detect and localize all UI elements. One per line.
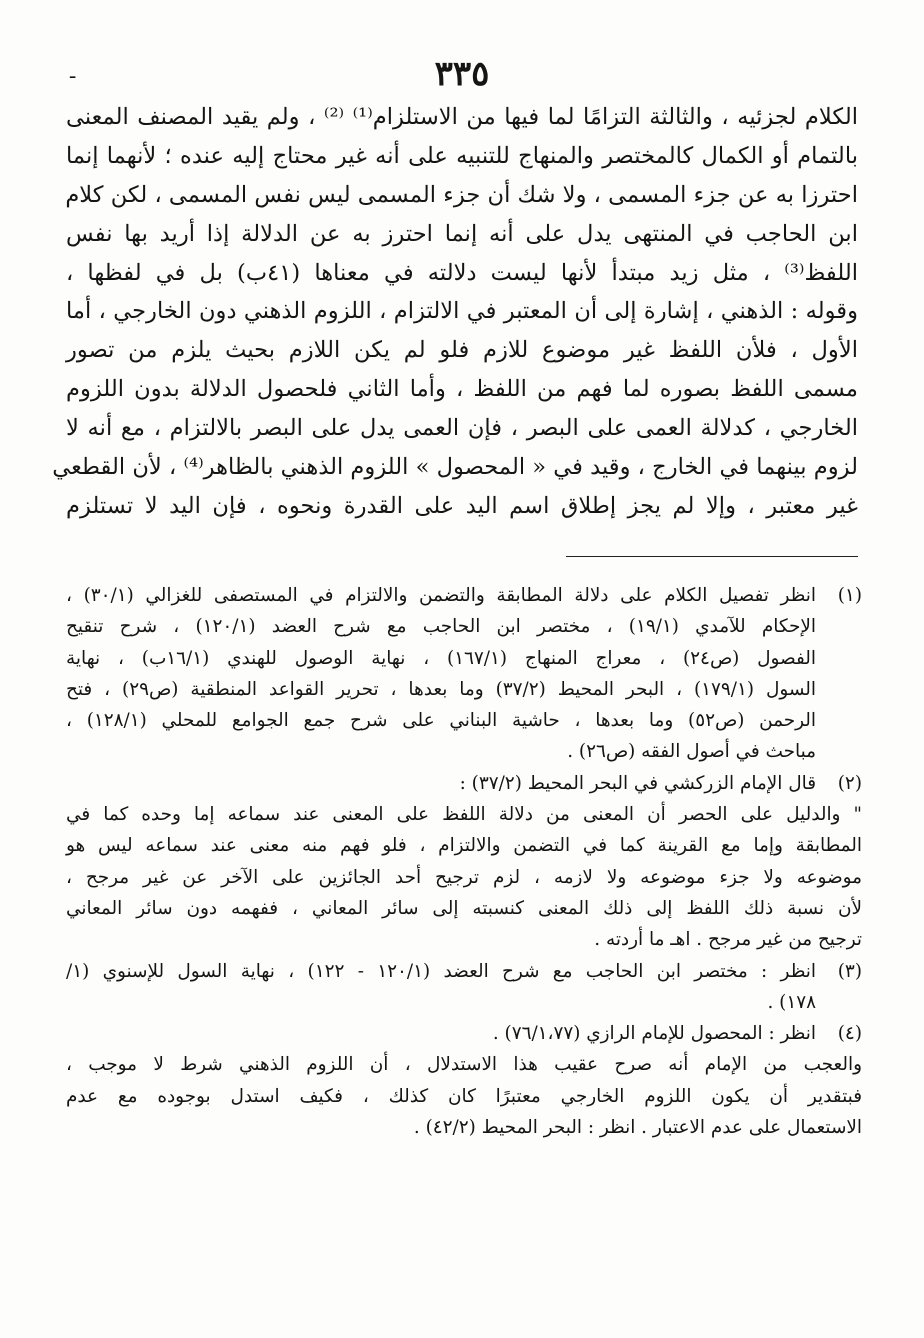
body-line: اللفظ⁽³⁾ ، مثل زيد مبتدأ لأنها ليست دلالته في معناها (٤١ب) بل في لفظها ، bbox=[66, 259, 858, 286]
footnote-line: انظر : مختصر ابن الحاجب مع شرح العضد (١٢٠/١ - ١٢٢) ، نهاية السول للإسنوي (١/ bbox=[66, 960, 817, 982]
footnotes bbox=[66, 580, 862, 1143]
footnote-quote-line: موضوعه ولا جزء موضوعه ولا لازمه ، لزم ترجيح أحد الجائزين على الآخر عن غير مرجح ، bbox=[66, 866, 862, 888]
footnote-quote-line: " والدليل على الحصر أن المعنى من دلالة اللفظ على المعنى عند سماعه إما وحده كما في bbox=[66, 804, 862, 826]
footnote-quote-line: والعجب من الإمام أنه صرح عقيب هذا الاستدلال ، أن اللزوم الذهني شرط لا موجب ، bbox=[66, 1054, 862, 1076]
body-line: ابن الحاجب في المنتهى يدل على أنه إنما احترز به عن الدلالة إذا أريد بها نفس bbox=[66, 220, 858, 247]
body-line: وقوله : الذهني ، إشارة إلى أن المعتبر في الالتزام ، اللزوم الذهني دون الخارجي ، أما bbox=[66, 298, 858, 325]
footnote-4 bbox=[66, 1018, 862, 1049]
footnote-marker: (٤) bbox=[837, 1023, 862, 1045]
footnote-line: قال الإمام الزركشي في البحر المحيط (٣٧/٢) : bbox=[459, 772, 816, 794]
footnote-line: الإحكام للآمدي (١٩/١) ، مختصر ابن الحاجب مع شرح العضد (١٢٠/١) ، شرح تنقيح bbox=[66, 616, 817, 638]
footnote-line: انظر تفصيل الكلام على دلالة المطابقة والتضمن والالتزام في المستصفى للغزالي (٣٠/١) ، bbox=[66, 585, 816, 606]
footnote-quote-line: المطابقة وإما مع القرينة كما في التضمن والالتزام ، فلو فهم منه معنى عند سماعه ليس هو bbox=[66, 835, 862, 857]
footnote-line: الرحمن (ص٥٢) وما بعدها ، حاشية البناني على شرح جمع الجوامع للمحلي (١٢٨/١) ، bbox=[66, 710, 816, 732]
body-line: لزوم بينهما في الخارج ، وقيد في « المحصول » اللزوم الذهني بالظاهر⁽⁴⁾ ، لأن القطعي bbox=[52, 454, 858, 481]
footnote-3 bbox=[66, 956, 862, 987]
footnote-line: ١٧٨) . bbox=[767, 991, 816, 1013]
footnote-marker: (١) bbox=[837, 585, 862, 606]
footnote-marker: (٣) bbox=[837, 960, 862, 982]
footnote-marker: (٢) bbox=[837, 772, 862, 794]
footnote-quote-line: فبتقدير أن يكون اللزوم الخارجي معتبرًا كان كذلك ، فكيف استدل بوجوده مع عدم bbox=[66, 1085, 862, 1107]
body-line: غير معتبر ، وإلا لم يجز إطلاق اسم اليد على القدرة ونحوه ، فإن اليد لا تستلزم bbox=[66, 492, 858, 519]
footnote-line: الفصول (ص٢٤) ، معراج المنهاج (١٦٧/١) ، نهاية الوصول للهندي (١٦/١ب) ، نهاية bbox=[66, 647, 816, 669]
footnote-line: مباحث في أصول الفقه (ص٢٦) . bbox=[567, 741, 816, 763]
footnote-2 bbox=[66, 768, 862, 799]
footnote-line: السول (١٧٩/١) ، البحر المحيط (٣٧/٢) وما بعدها ، تحرير القواعد المنطقية (ص٢٩) ، فتح bbox=[66, 678, 816, 700]
body-line: احترزا به عن جزء المسمى ، ولا شك أن جزء المسمى ليس نفس المسمى ، لكن كلام bbox=[65, 181, 858, 208]
body-line: الأول ، فلأن اللفظ غير موضوع للازم فلو لم يكن اللازم بحيث يلزم من تصور bbox=[66, 337, 858, 364]
body-line: مسمى اللفظ بصوره لما فهم من اللفظ ، وأما الثاني فلحصول الدلالة بدون اللزوم bbox=[66, 376, 858, 403]
footnote-separator bbox=[566, 556, 858, 557]
footnote-quote-line: لأن نسبة ذلك اللفظ إلى ذلك المعنى كنسبته إلى سائر المعاني ، ففهمه دون سائر المعاني bbox=[66, 897, 862, 919]
body-line: بالتمام أو الكمال كالمختصر والمنهاج للتنبيه على أنه غير محتاج إليه عنده ؛ لأنهما إنما bbox=[66, 142, 858, 169]
page-number: ٣٣٥ bbox=[434, 54, 490, 94]
footnote-1 bbox=[66, 580, 862, 611]
footnote-line: انظر : المحصول للإمام الرازي (٧٦/١،٧٧) . bbox=[492, 1023, 816, 1045]
main-text bbox=[52, 98, 858, 526]
corner-mark: ـ bbox=[70, 62, 76, 83]
body-line: الخارجي ، كدلالة العمى على البصر ، فإن العمى يدل على البصر بالالتزام ، مع أنه لا bbox=[66, 415, 858, 442]
footnote-quote-line: الاستعمال على عدم الاعتبار . انظر : البحر المحيط (٤٢/٢) . bbox=[413, 1117, 862, 1139]
body-line: الكلام لجزئيه ، والثالثة التزامًا لما فيها من الاستلزام⁽¹⁾ ⁽²⁾ ، ولم يقيد المصنف المعنى bbox=[66, 104, 858, 130]
footnote-quote-line: ترجيح من غير مرجح . اهـ ما أردته . bbox=[594, 929, 862, 951]
